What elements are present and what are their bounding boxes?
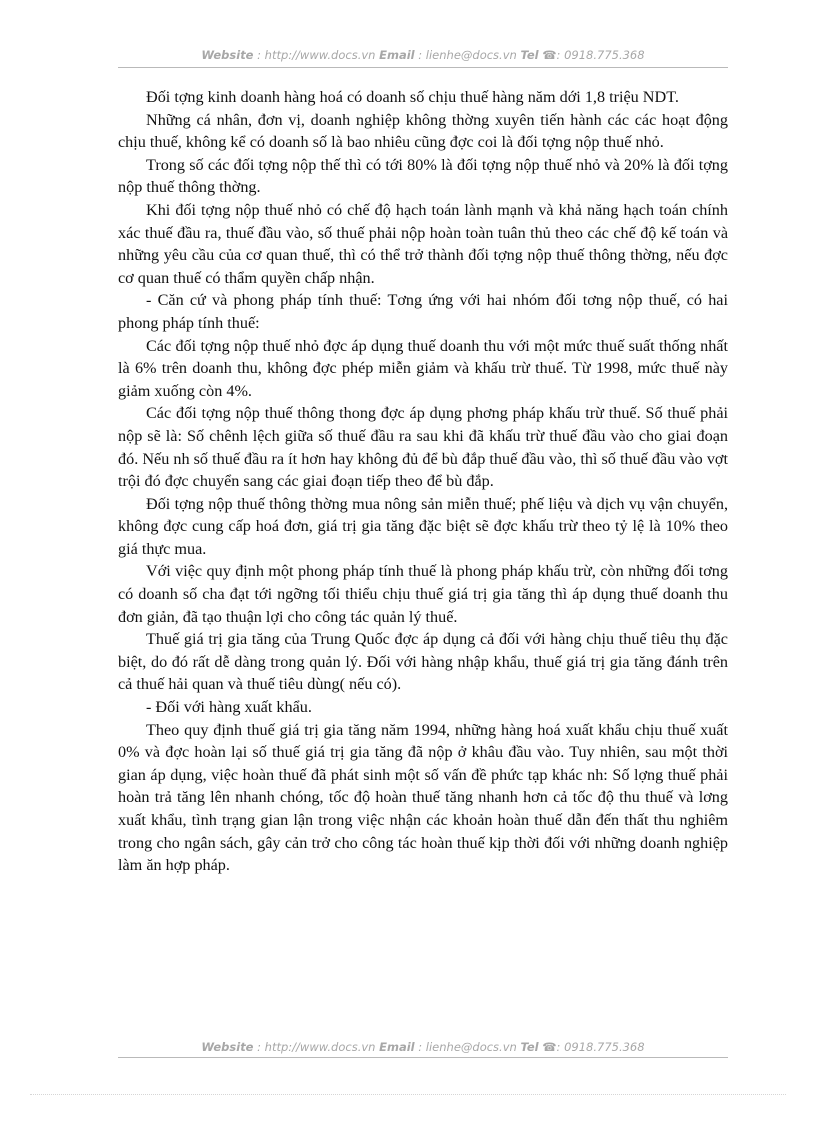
header-divider xyxy=(118,67,728,68)
paragraph: - Căn cứ và phong pháp tính thuế: Tơng ứng với hai nhóm đối tơng nộp thuế, có hai phong pháp tính thuế: xyxy=(118,291,728,332)
paragraph: Các đối tợng nộp thuế thông thong đợc áp dụng phơng pháp khấu trừ thuế. Số thuế phải nộp sẽ là: Số chênh lệch giữa số thuế đầu ra sau khi đã khấu trừ thuế đầu vào cho giai đoạn đó. Nếu nh số thuế đầu ra ít hơn hay không đủ để bù đắp thuế đầu vào, thì số thuế đầu vào vợt trội đó đợc chuyển sang các giai đoạn tiếp theo để bù đắp. xyxy=(118,404,728,491)
page-footer xyxy=(118,1040,728,1054)
paragraph: - Đối với hàng xuất khẩu. xyxy=(146,698,312,717)
paragraph: Những cá nhân, đơn vị, doanh nghiệp không thờng xuyên tiến hành các các hoạt động chịu thuế, không kể có doanh số là bao nhiêu cũng đợc coi là đối tợng nộp thuế nhỏ. xyxy=(118,110,728,152)
page-header xyxy=(118,48,728,62)
email-address[interactable]: : lienhe@docs.vn xyxy=(418,1040,517,1054)
paragraph: Theo quy định thuế giá trị gia tăng năm 1994, những hàng hoá xuất khẩu chịu thuế xuất 0% và đợc hoàn lại số thuế giá trị gia tăng đã nộp ở khâu đầu vào. Tuy nhiên, sau một thời gian áp dụng, việc hoàn thuế đã phát sinh một số vấn đề phức tạp khác nh: Số lợng thuế phải hoàn trả tăng lên nhanh chóng, tốc độ hoàn thuế tăng nhanh hơn cả tốc độ thu thuế và lơng xuất khẩu, tình trạng gian lận trong việc nhận các khoản hoàn thuế dẫn đến thất thu nghiêm trong cho ngân sách, gây cản trở cho công tác hoàn thuế kịp thời đối với những doanh nghiệp làm ăn hợp pháp. xyxy=(118,720,728,875)
email-label: Email xyxy=(379,1040,415,1054)
tel-label: Tel xyxy=(520,48,539,62)
paragraph: Trong số các đối tợng nộp thế thì có tới 80% là đối tợng nộp thuế nhỏ và 20% là đối tợng nộp thuế thông thờng. xyxy=(118,155,728,197)
email-label: Email xyxy=(379,48,415,62)
paragraph: Đối tợng nộp thuế thông thờng mua nông sản miễn thuế; phế liệu và dịch vụ vận chuyển, không đợc cung cấp hoá đơn, giá trị gia tăng đặc biệt sẽ đợc khấu trừ theo tỷ lệ là 10% theo giá thực mua. xyxy=(118,494,728,558)
paragraph: Với việc quy định một phong pháp tính thuế là phong pháp khấu trừ, còn những đối tơng có doanh số cha đạt tới ngỡng tối thiểu chịu thuế giá trị gia tăng thì áp dụng thuế doanh thu đơn giản, đã tạo thuận lợi cho công tác quản lý thuế. xyxy=(118,562,728,626)
tel-number: ☎: 0918.775.368 xyxy=(542,1040,645,1054)
document-body xyxy=(118,86,728,877)
website-url[interactable]: : http://www.docs.vn xyxy=(257,1040,376,1054)
website-url[interactable]: : http://www.docs.vn xyxy=(257,48,376,62)
paragraph: Thuế giá trị gia tăng của Trung Quốc đợc áp dụng cả đối với hàng chịu thuế tiêu thụ đặc biệt, do đó rất dễ dàng trong quản lý. Đối với hàng nhập khẩu, thuế giá trị gia tăng đánh trên cả thuế hải quan và thuế tiêu dùng( nếu có). xyxy=(118,630,728,694)
tel-label: Tel xyxy=(520,1040,539,1054)
paragraph: Khi đối tợng nộp thuế nhỏ có chế độ hạch toán lành mạnh và khả năng hạch toán chính xác thuế đầu ra, thuế đầu vào, số thuế phải nộp hoàn toàn tuân thủ theo các chế độ kế toán và những yêu cầu của cơ quan thuế, thì có thể trở thành đối tợng nộp thuế thông thờng, nếu đợc cơ quan thuế có thẩm quyền chấp nhận. xyxy=(118,200,728,287)
paragraph: Đối tợng kinh doanh hàng hoá có doanh số chịu thuế hàng năm dới 1,8 triệu NDT. xyxy=(146,88,679,106)
website-label: Website xyxy=(201,48,254,62)
website-label: Website xyxy=(201,1040,254,1054)
email-address[interactable]: : lienhe@docs.vn xyxy=(418,48,517,62)
paragraph: Các đối tợng nộp thuế nhỏ đợc áp dụng thuế doanh thu với một mức thuế suất thống nhất là 6% trên doanh thu, không đợc phép miễn giảm và khấu trừ thuế. Từ 1998, mức thuế này giảm xuống còn 4%. xyxy=(118,336,728,400)
tel-number: ☎: 0918.775.368 xyxy=(542,48,645,62)
page-bottom-dotted-line xyxy=(30,1094,786,1095)
footer-divider xyxy=(118,1057,728,1058)
